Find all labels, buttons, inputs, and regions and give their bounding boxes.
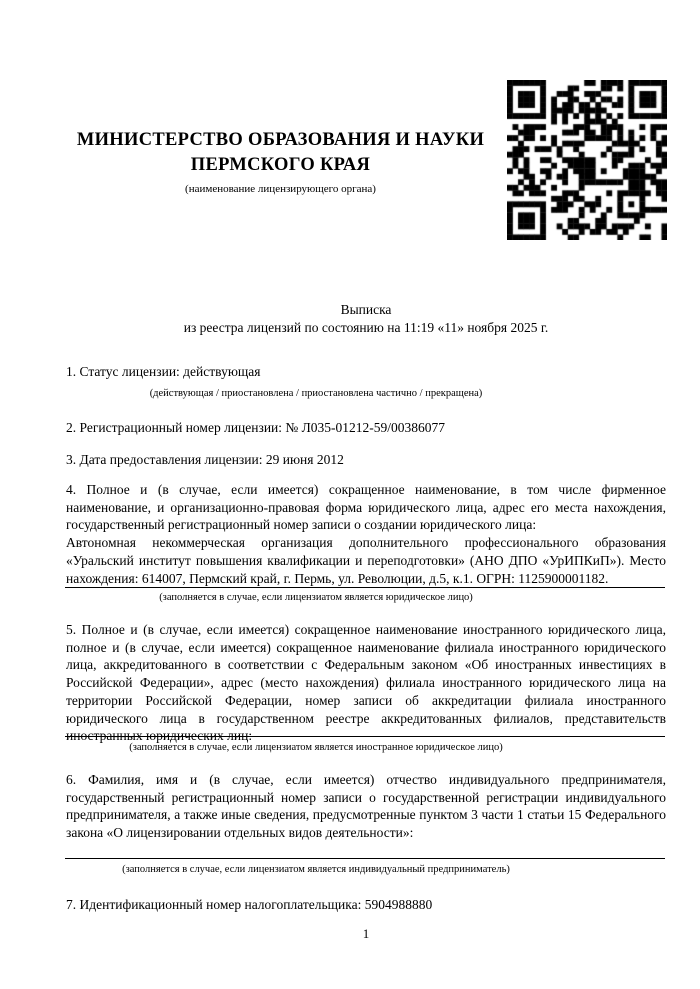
document-heading [66,301,666,337]
field-registration-number: 2. Регистрационный номер лицензии: № Л035-01212-59/00386077 [66,420,446,435]
fill-in-rule-foreign-entity [65,736,665,737]
field-license-status-caption: (действующая / приостановлена / приостановлена частично / прекращена) [149,388,483,399]
ministry-name-line2: ПЕРМСКОГО КРАЯ [190,155,371,175]
field-license-date: 3. Дата предоставления лицензии: 29 июня 2012 [66,452,344,467]
ministry-caption: (наименование лицензирующего органа) [185,183,376,195]
field-legal-entity-caption: (заполняется в случае, если лицензиатом является юридическое лицо) [159,592,473,603]
field-legal-entity [66,481,666,587]
document-subtitle: из реестра лицензий по состоянию на 11:19 «11» ноября 2025 г. [183,320,549,335]
field-individual-entrepreneur: 6. Фамилия, имя и (в случае, если имеется) отчество индивидуального предпринимателя, государственный регистрационный номер записи о государственной регистрации индивидуального предпринимателя, а также иные сведения, предусмотренные пунктом 3 части 1 статьи 15 Федерального закона «О лицензировании отдельных видов деятельности»: [66,772,666,841]
field-foreign-entity-caption: (заполняется в случае, если лицензиатом является иностранное юридическое лицо) [129,742,503,753]
document-title: Выписка [340,302,392,317]
field-foreign-entity: 5. Полное и (в случае, если имеется) сокращенное наименование иностранного юридического лица, полное и (в случае, если имеется) сокращенное наименование филиала иностранного юридического лица, аккредитованного в соответствии с Федеральным законом «Об иностранных инвестициях в Российской Федерации», адрес (место нахождения) филиала иностранного юридического лица на территории Российской Федерации, номер записи об аккредитации филиала иностранного юридического лица в государственном реестре аккредитованных филиалов, представительств иностранных юридических лиц: [66,622,666,744]
ministry-name-line1: МИНИСТЕРСТВО ОБРАЗОВАНИЯ И НАУКИ [76,130,485,150]
field-taxpayer-id: 7. Идентификационный номер налогоплательщика: 5904988880 [66,897,433,912]
fill-in-rule-legal-entity [65,587,665,588]
field-license-status: 1. Статус лицензии: действующая [66,364,261,379]
field-legal-entity-label: 4. Полное и (в случае, если имеется) сокращенное наименование, в том числе фирменное наименование, и организационно-правовая форма юридического лица, адрес его места нахождения, государственный регистрационный номер записи о создании юридического лица: [66,482,666,533]
ministry-name [53,128,508,178]
fill-in-rule-individual-entrepreneur [65,858,665,859]
field-individual-entrepreneur-caption: (заполняется в случае, если лицензиатом является индивидуальный предприниматель) [122,864,510,875]
qr-code-icon [507,80,667,240]
page-number: 1 [362,926,370,941]
field-legal-entity-value: Автономная некоммерческая организация дополнительного профессионального образования «Уральский институт повышения квалификации и переподготовки» (АНО ДПО «УрИПКиП»). Место нахождения: 614007, Пермский край, г. Пермь, ул. Революции, д.5, к.1. ОГРН: 1125900001182. [66,535,666,586]
